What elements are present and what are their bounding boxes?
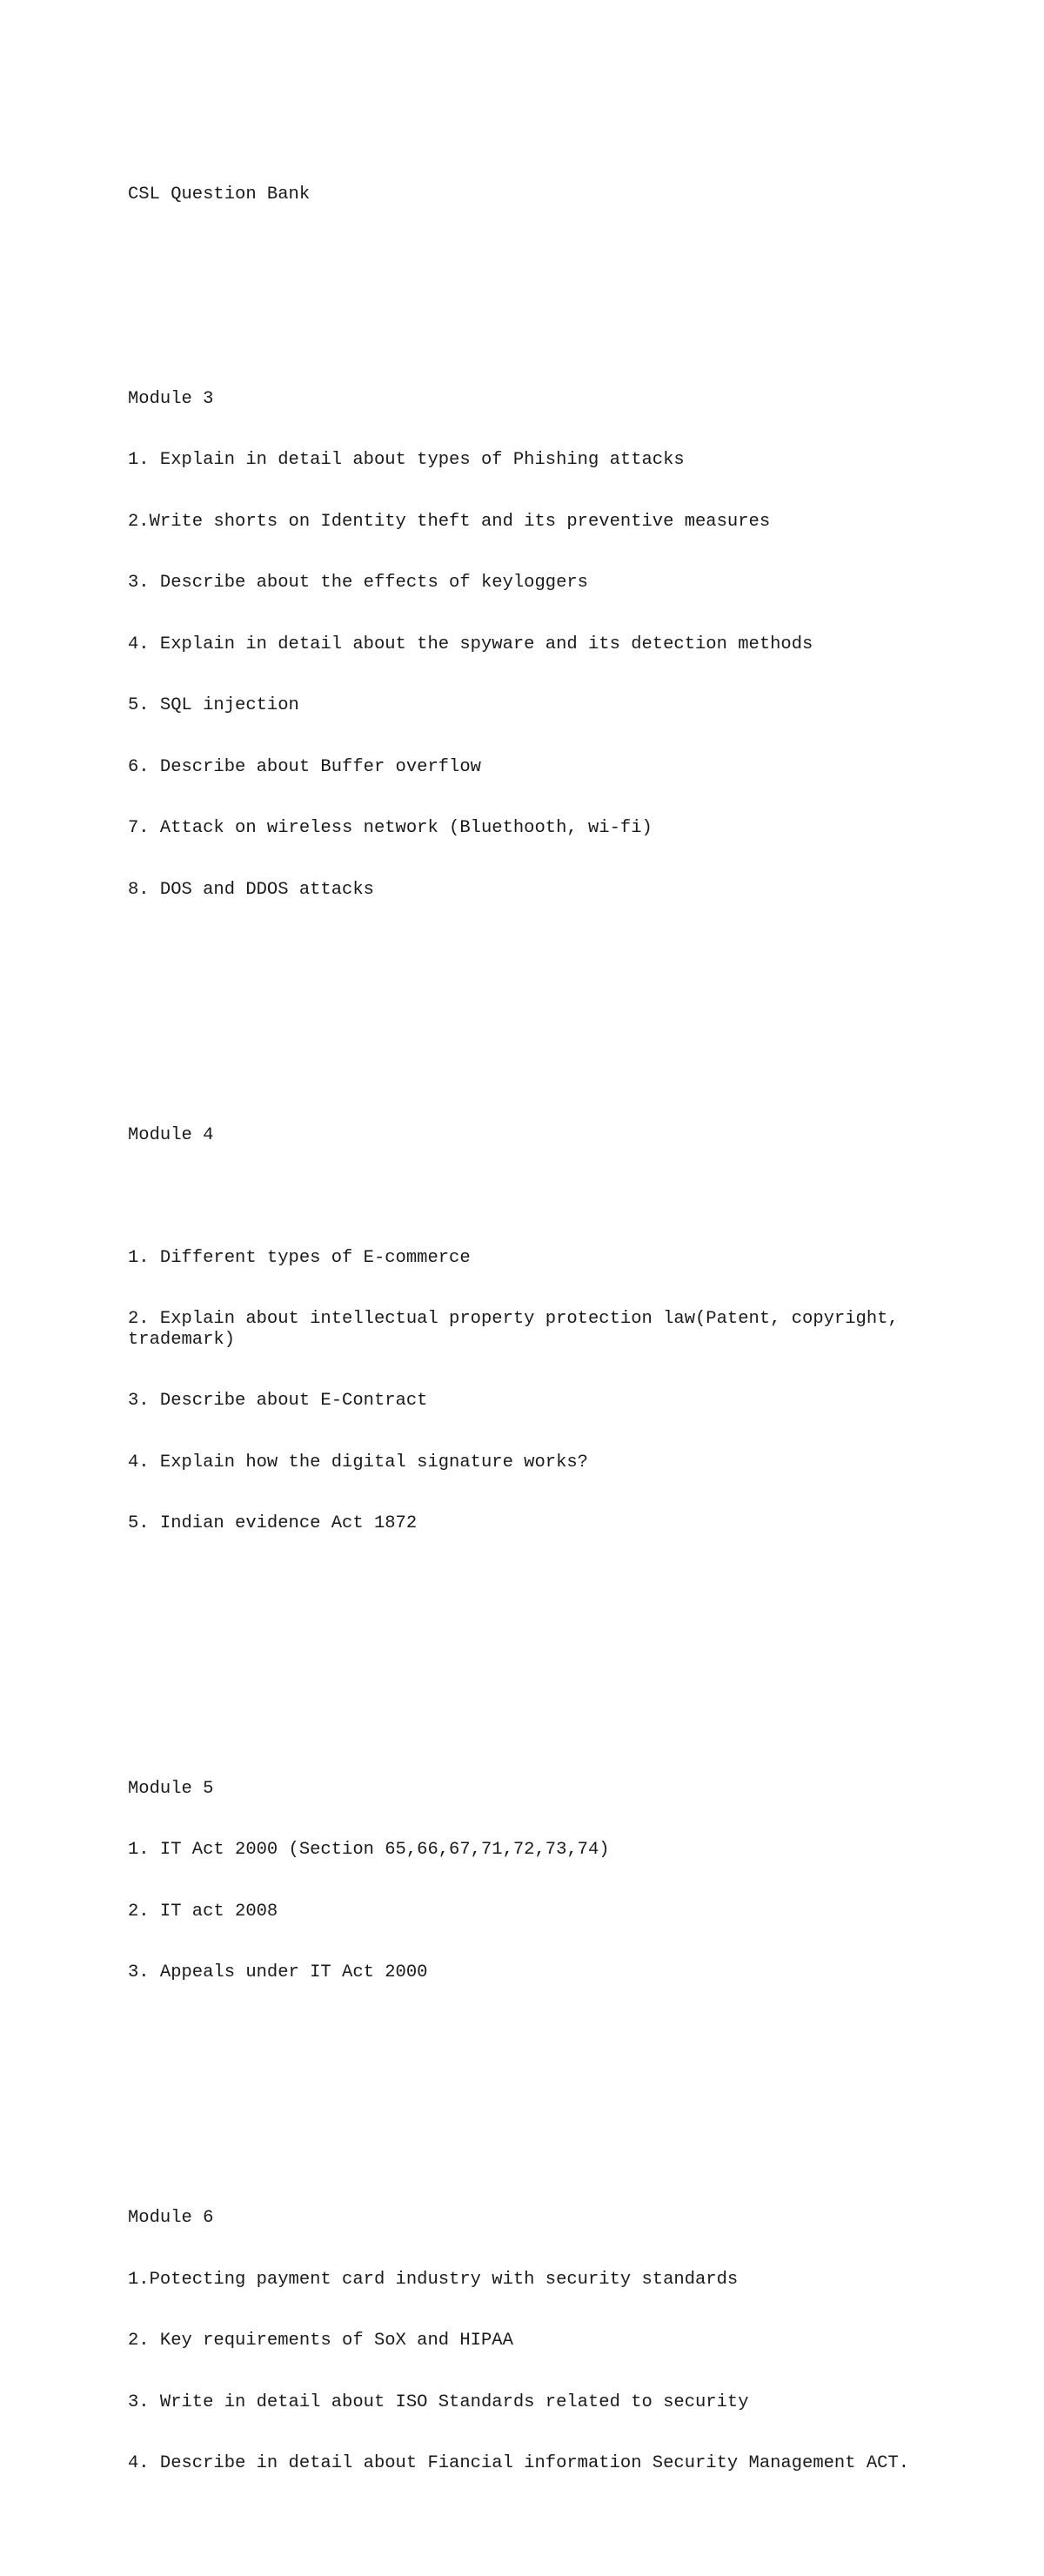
question-item: 3. Describe about E-Contract [128,1391,428,1411]
module-3-section [128,348,963,942]
module-heading: Module 4 [128,1124,214,1145]
question-item: 3. Describe about the effects of keyloggers [128,573,588,593]
question-item: 2. Key requirements of SoX and HIPAA [128,2331,513,2351]
document-body [128,123,963,2576]
spacer [128,2065,963,2086]
module-heading: Module 6 [128,2208,214,2228]
question-item: 5. SQL injection [128,695,299,715]
question-item: 1. Explain in detail about types of Phishing attacks [128,450,685,470]
question-item: 4. Explain in detail about the spyware and its detection methods [128,634,813,654]
question-item: 7. Attack on wireless network (Bluethooth, wi-fi) [128,818,652,838]
question-item: 3. Appeals under IT Act 2000 [128,1962,428,1982]
spacer [128,1616,963,1656]
question-item: 4. Explain how the digital signature works? [128,1452,588,1472]
spacer [128,982,963,1003]
document-title: CSL Question Bank [128,184,311,205]
question-item: 1. IT Act 2000 (Section 65,66,67,71,72,73,74) [128,1840,610,1860]
module-4-section [128,1084,963,1575]
module-6-section [128,2167,963,2515]
question-item: 2. Explain about intellectual property protection law(Patent, copyright, trademark) [128,1309,910,1350]
module-heading: Module 5 [128,1778,214,1799]
question-item: 2.Write shorts on Identity theft and its preventive measures [128,511,771,532]
question-item: 1. Different types of E-commerce [128,1247,471,1268]
question-item: 4. Describe in detail about Fiancial information Security Management ACT. [128,2453,910,2473]
question-item: 8. DOS and DDOS attacks [128,879,374,900]
question-item: 3. Write in detail about ISO Standards related to security [128,2392,749,2412]
module-heading: Module 3 [128,388,214,409]
module-5-section [128,1738,963,2024]
question-item: 5. Indian evidence Act 1872 [128,1513,418,1533]
spacer [128,1186,963,1207]
spacer [128,245,963,266]
question-item: 2. IT act 2008 [128,1901,278,1922]
question-item: 1.Potecting payment card industry with security standards [128,2269,739,2290]
question-item: 6. Describe about Buffer overflow [128,756,481,777]
